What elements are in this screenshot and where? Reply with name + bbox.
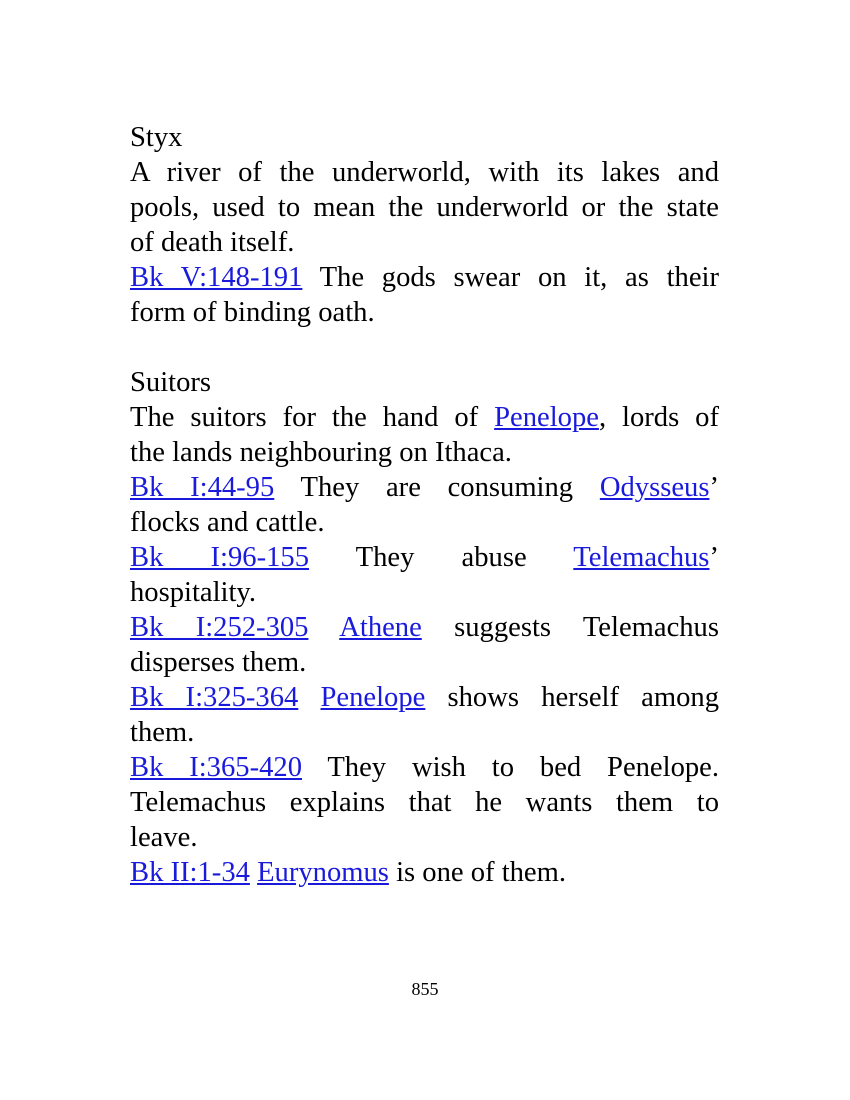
reference-line: Bk I:252-305 Athene suggests Telemachus bbox=[130, 612, 719, 643]
book-reference-link[interactable]: Bk I:96-155 bbox=[130, 542, 309, 573]
odysseus-link[interactable]: Odysseus bbox=[599, 472, 710, 503]
reference-line: Bk I:365-420 They wish to bed Penelope. bbox=[130, 752, 719, 783]
definition-line: A river of the underworld, with its lakes and bbox=[130, 157, 719, 188]
book-reference-link[interactable]: Bk V:148-191 bbox=[130, 262, 303, 293]
book-reference-link[interactable]: Bk I:325-364 bbox=[130, 682, 299, 713]
reference-line-continued: disperses them. bbox=[130, 647, 307, 678]
athene-link[interactable]: Athene bbox=[339, 612, 422, 643]
entry-heading-styx: Styx bbox=[130, 122, 183, 153]
reference-line-continued: Telemachus explains that he wants them to bbox=[130, 787, 719, 818]
reference-line-continued: flocks and cattle. bbox=[130, 507, 325, 538]
book-reference-link[interactable]: Bk I:365-420 bbox=[130, 752, 302, 783]
definition-line: The suitors for the hand of Penelope, lords of bbox=[130, 402, 720, 433]
penelope-link[interactable]: Penelope bbox=[494, 402, 599, 433]
eurynomus-link[interactable]: Eurynomus bbox=[257, 857, 389, 888]
page-number: 855 bbox=[411, 979, 439, 999]
book-reference-link[interactable]: Bk I:252-305 bbox=[130, 612, 309, 643]
entry-spacer bbox=[130, 330, 719, 365]
entry-heading-suitors: Suitors bbox=[130, 367, 212, 398]
glossary-page bbox=[130, 120, 719, 890]
reference-line bbox=[130, 260, 719, 295]
telemachus-link[interactable]: Telemachus bbox=[573, 542, 710, 573]
penelope-link[interactable]: Penelope bbox=[320, 682, 426, 713]
definition-line: the lands neighbouring on Ithaca. bbox=[130, 437, 512, 468]
reference-text: The gods swear on it, as their bbox=[302, 262, 720, 293]
book-reference-link[interactable]: Bk II:1-34 bbox=[130, 857, 250, 888]
reference-line-continued: hospitality. bbox=[130, 577, 257, 608]
definition-line: of death itself. bbox=[130, 227, 295, 258]
definition-line: pools, used to mean the underworld or the state bbox=[130, 192, 719, 223]
book-reference-link[interactable]: Bk I:44-95 bbox=[130, 472, 275, 503]
reference-line: Bk I:325-364 Penelope shows herself among bbox=[130, 682, 719, 713]
reference-line: Bk I:44-95 They are consuming Odysseus’ bbox=[130, 472, 719, 503]
reference-line: Bk II:1-34 Eurynomus is one of them. bbox=[130, 857, 567, 888]
reference-line: Bk I:96-155 They abuse Telemachus’ bbox=[130, 542, 719, 573]
reference-line-continued: form of binding oath. bbox=[130, 297, 375, 328]
reference-line-continued: them. bbox=[130, 717, 195, 748]
reference-line-continued: leave. bbox=[130, 822, 198, 853]
